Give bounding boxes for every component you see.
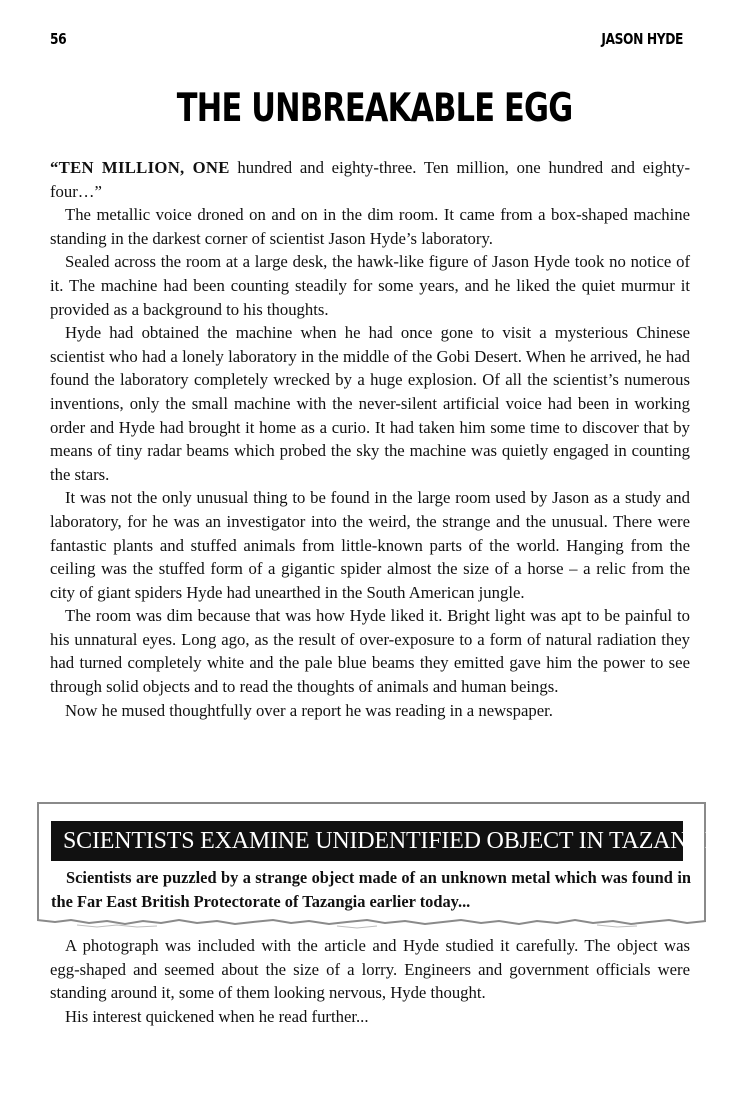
paragraph: It was not the only unusual thing to be found in the large room used by Jason as a study and laboratory, for he was an investigator into the weird, the strange and the unusual. There were fantastic plants and stuffed animals from little-known parts of the world. Hanging from the ceiling was the stuffed form of a gigantic spider almost the size of a horse – a relic from the city of giant spiders Hyde had unearthed in the South American jungle.: [50, 488, 690, 602]
opening-paragraph: [50, 156, 690, 203]
story-text: [50, 156, 690, 722]
paragraph: Hyde had obtained the machine when he had once gone to visit a mysterious Chinese scientist who had a lonely laboratory in the middle of the Gobi Desert. When he arrived, he had found the laboratory completely wrecked by a huge explosion. Of all the scientist’s numerous inventions, only the small machine with the never-silent artificial voice had been in working order and Hyde had brought it home as a curio. It had taken him some time to discover that by means of tiny radar beams which probed the sky the machine was quietly engaged in counting the stars.: [50, 323, 690, 484]
paragraph: His interest quickened when he read further...: [65, 1006, 369, 1026]
running-head-author: JASON HYDE: [601, 30, 684, 48]
newspaper-clipping: [37, 802, 730, 921]
paragraph: The room was dim because that was how Hyde liked it. Bright light was apt to be painful to his unnatural eyes. Long ago, as the result of over-exposure to a form of natural radiation they had turned completely white and the pale blue beams they emitted gave him the power to see through solid objects and to read the thoughts of animals and human beings.: [50, 606, 690, 697]
chapter-title-text: THE UNBREAKABLE EGG: [177, 86, 573, 131]
paragraph: Now he mused thoughtfully over a report he was reading in a newspaper.: [65, 700, 553, 720]
running-head: [50, 30, 684, 52]
clipping-paragraph: Scientists are puzzled by a strange object made of an unknown metal which was found in the Far East British Protectorate of Tazangia earlier today...: [51, 868, 691, 911]
page-number: 56: [50, 30, 67, 48]
paragraph: Sealed across the room at a large desk, the hawk-like figure of Jason Hyde took no notice of it. The machine had been counting steadily for some years, and he liked the quiet murmur it provided as a background to his thoughts.: [50, 252, 690, 319]
chapter-title: [0, 86, 750, 131]
clipping-headline: SCIENTISTS EXAMINE UNIDENTIFIED OBJECT IN TAZANGIA: [51, 821, 683, 861]
opening-rest: hundred and eighty-three. Ten million, one hundred and eighty-four…”: [50, 158, 690, 201]
clipping-text: [51, 866, 691, 913]
opening-lead: “TEN MILLION, ONE: [50, 158, 230, 177]
paragraph: The metallic voice droned on and on in the dim room. It came from a box-shaped machine standing in the darkest corner of scientist Jason Hyde’s laboratory.: [50, 205, 690, 248]
torn-edge: [37, 917, 706, 931]
story-text-continued: [50, 934, 690, 1028]
paragraph: A photograph was included with the article and Hyde studied it carefully. The object was egg-shaped and seemed about the size of a lorry. Engineers and government officials were standing around it, some of them looking nervous, Hyde thought.: [50, 936, 690, 1003]
